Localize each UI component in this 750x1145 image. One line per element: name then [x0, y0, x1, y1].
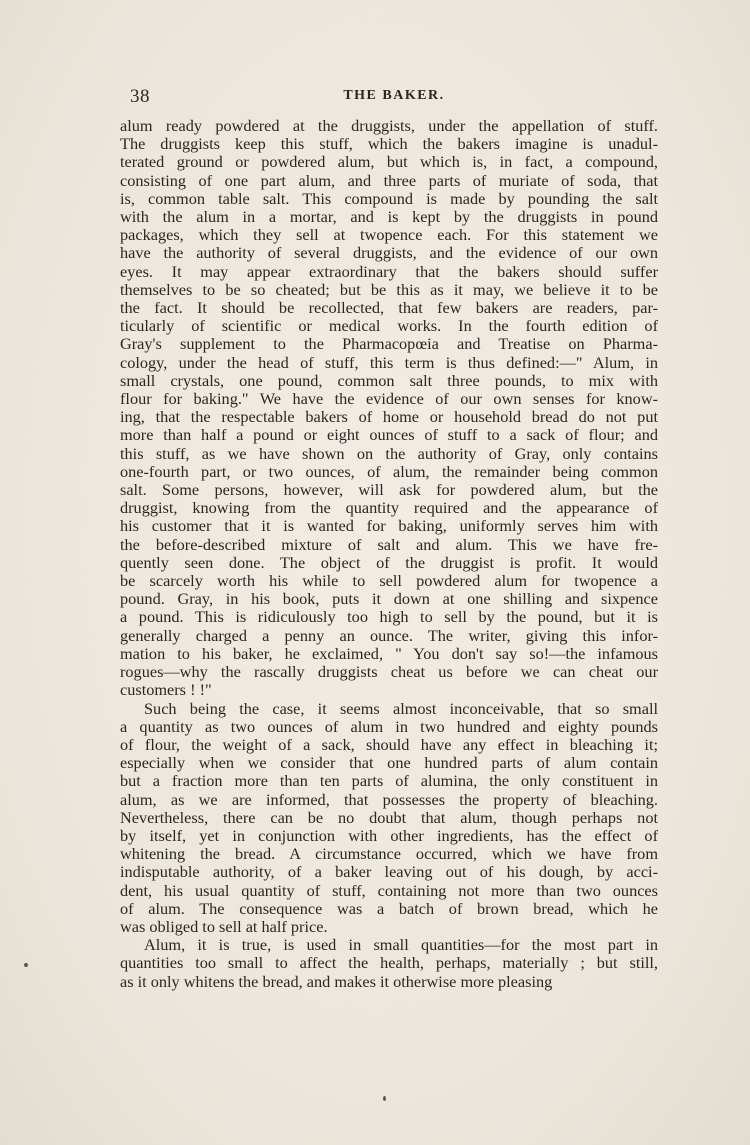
- text-line: by itself, yet in conjunction with other ingredients, has the effect of: [120, 825, 658, 845]
- text-line: small crystals, one pound, common salt three pounds, to mix with: [120, 370, 658, 390]
- text-line: be scarcely worth his while to sell powdered alum for twopence a: [120, 571, 658, 591]
- text-line: ing, that the respectable bakers of home or household bread do not put: [120, 407, 658, 427]
- text-line: Alum, it is true, is used in small quantities—for the most part in: [144, 935, 658, 955]
- text-line: as it only whitens the bread, and makes it otherwise more pleasing: [120, 971, 553, 991]
- text-line: terated ground or powdered alum, but which is, in fact, a compound,: [120, 152, 658, 172]
- text-line: Gray's supplement to the Pharmacopœia and Treatise on Pharma-: [120, 334, 658, 354]
- text-line: ticularly of scientific or medical works. In the fourth edition of: [120, 316, 658, 336]
- text-line: of alum. The consequence was a batch of brown bread, which he: [120, 898, 658, 918]
- text-line: a quantity as two ounces of alum in two hundred and eighty pounds: [120, 716, 658, 736]
- text-line: generally charged a penny an ounce. The writer, giving this infor-: [120, 625, 658, 645]
- text-line: the fact. It should be recollected, that few bakers are readers, par-: [120, 298, 658, 318]
- text-line: rogues—why the rascally druggists cheat us before we can cheat our: [120, 662, 658, 682]
- text-line: is, common table salt. This compound is made by pounding the salt: [120, 188, 658, 208]
- ink-speck: [383, 1096, 386, 1101]
- ink-speck: [24, 963, 28, 967]
- text-line: pound. Gray, in his book, puts it down at one shilling and sixpence: [120, 589, 658, 609]
- text-line: a pound. This is ridiculously too high to sell by the pound, but it is: [120, 607, 658, 627]
- text-line: more than half a pound or eight ounces of stuff to a sack of flour; and: [120, 425, 658, 445]
- page-header: [130, 86, 658, 108]
- text-line: this stuff, as we have shown on the authority of Gray, only contains: [120, 443, 658, 463]
- text-line: especially when we consider that one hundred parts of alum contain: [120, 753, 658, 773]
- page-number: 38: [130, 86, 150, 107]
- text-line: quantities too small to affect the health, perhaps, materially ; but still,: [120, 953, 658, 973]
- text-line: dent, his usual quantity of stuff, containing not more than two ounces: [120, 880, 658, 900]
- text-line: whitening the bread. A circumstance occurred, which we have from: [120, 844, 658, 864]
- text-line: but a fraction more than ten parts of alumina, the only constituent in: [120, 771, 658, 791]
- body-text: [120, 117, 658, 991]
- text-line: have the authority of several druggists, and the evidence of our own: [120, 243, 658, 263]
- text-line: was obliged to sell at half price.: [120, 916, 328, 936]
- text-line: customers ! !": [120, 680, 212, 700]
- text-line: packages, which they sell at twopence each. For this statement we: [120, 225, 658, 245]
- text-line: of flour, the weight of a sack, should have any effect in bleaching it;: [120, 734, 658, 754]
- text-line: mation to his baker, he exclaimed, " You don't say so!—the infamous: [120, 643, 658, 663]
- text-line: Such being the case, it seems almost inconceivable, that so small: [144, 698, 658, 718]
- text-line: indisputable authority, of a baker leaving out of his dough, by acci-: [120, 862, 658, 882]
- text-line: the before-described mixture of salt and alum. This we have fre-: [120, 534, 658, 554]
- text-line: with the alum in a mortar, and is kept by the druggists in pound: [120, 207, 658, 227]
- text-line: alum, as we are informed, that possesses the property of bleaching.: [120, 789, 658, 809]
- text-line: eyes. It may appear extraordinary that the bakers should suffer: [120, 261, 658, 281]
- paragraph: [120, 117, 658, 700]
- text-line: themselves to be so cheated; but be this as it may, we believe it to be: [120, 279, 658, 299]
- paragraph: [120, 936, 658, 991]
- text-line: cology, under the head of stuff, this term is thus defined:—" Alum, in: [120, 352, 658, 372]
- text-line: salt. Some persons, however, will ask for powdered alum, but the: [120, 480, 658, 500]
- text-line: one-fourth part, or two ounces, of alum, the remainder being common: [120, 461, 658, 481]
- running-head: THE BAKER.: [343, 88, 445, 103]
- text-line: The druggists keep this stuff, which the bakers imagine is unadul-: [120, 134, 658, 154]
- text-line: alum ready powdered at the druggists, under the appellation of stuff.: [120, 116, 658, 135]
- text-line: druggist, knowing from the quantity required and the appearance of: [120, 498, 658, 518]
- text-line: flour for baking." We have the evidence of our own senses for know-: [120, 389, 658, 409]
- text-line: his customer that it is wanted for baking, uniformly serves him with: [120, 516, 658, 536]
- paragraph: [120, 700, 658, 937]
- text-line: quently seen done. The object of the druggist is profit. It would: [120, 552, 658, 572]
- text-line: Nevertheless, there can be no doubt that alum, though perhaps not: [120, 807, 658, 827]
- text-line: consisting of one part alum, and three parts of muriate of soda, that: [120, 170, 658, 190]
